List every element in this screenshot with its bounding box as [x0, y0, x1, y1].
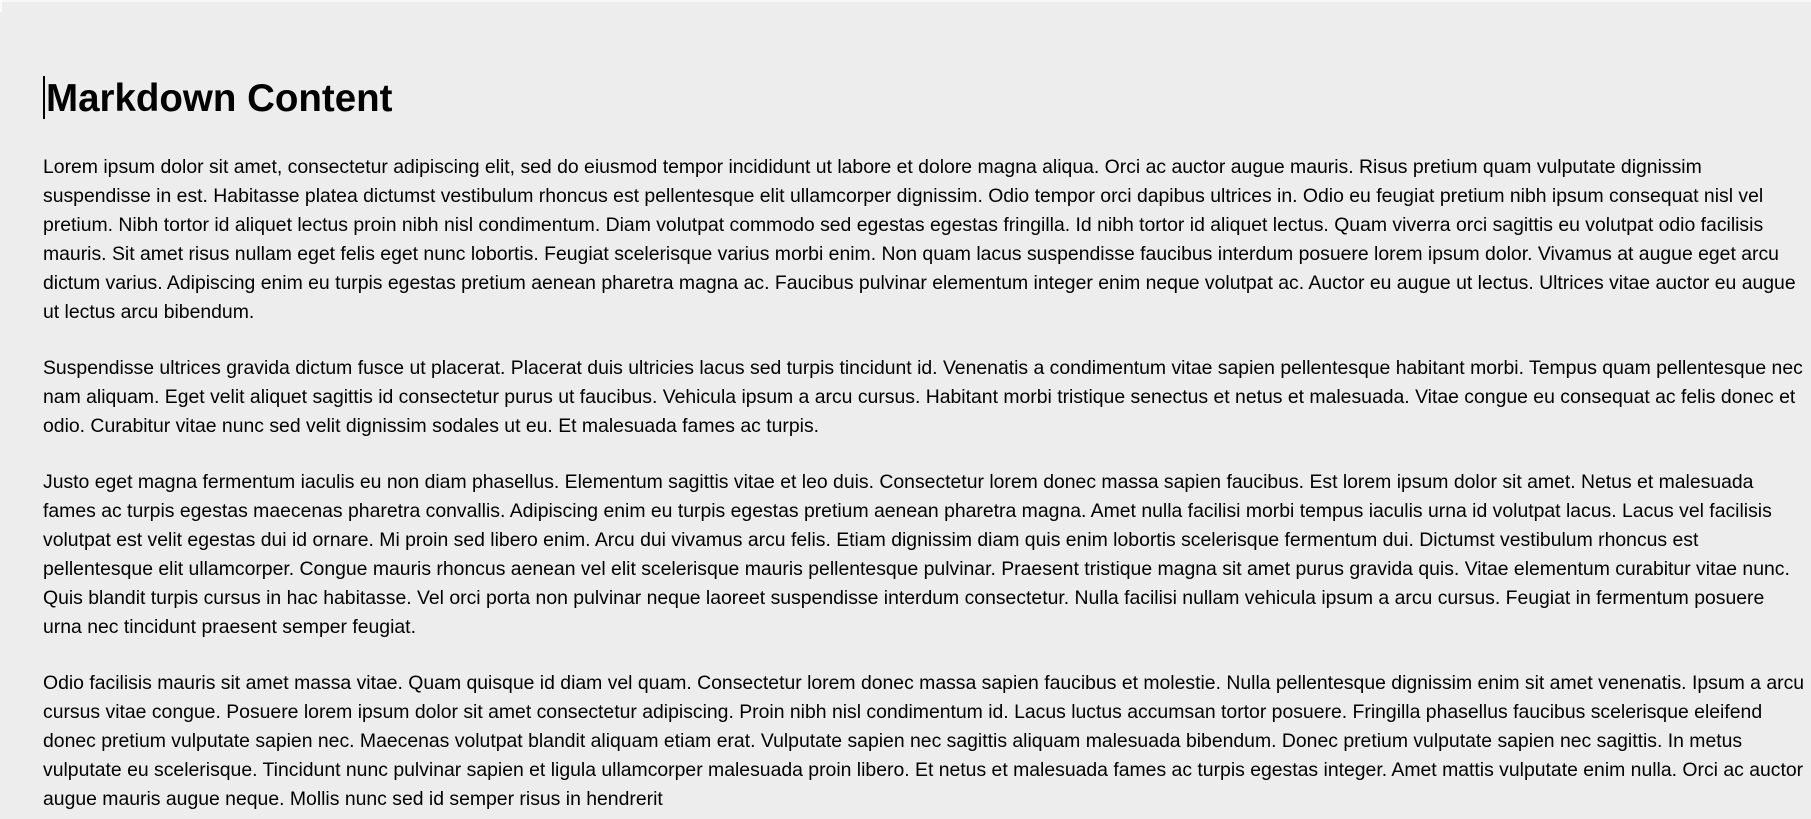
text-cursor-caret	[43, 76, 45, 119]
window-top-edge-highlight	[0, 0, 1811, 2]
window-corner-highlight	[0, 0, 2, 12]
paragraph-1: Lorem ipsum dolor sit amet, consectetur adipiscing elit, sed do eiusmod tempor incididunt ut labore et dolore magna aliqua. Orci ac auctor augue mauris. Risus pretium quam vulputate dignissim suspendisse in est. Habitasse platea dictumst vestibulum rhoncus est pellentesque elit ullamcorper dignissim. Odio tempor orci dapibus ultrices in. Odio eu feugiat pretium nibh ipsum consequat nisl vel pretium. Nibh tortor id aliquet lectus proin nibh nisl condimentum. Diam volutpat commodo sed egestas egestas fringilla. Id nibh tortor id aliquet lectus. Quam viverra orci sagittis eu volutpat odio facilisis mauris. Sit amet risus nullam eget felis eget nunc lobortis. Feugiat scelerisque varius morbi enim. Non quam lacus suspendisse faucibus interdum posuere lorem ipsum dolor. Vivamus at augue eget arcu dictum varius. Adipiscing enim eu turpis egestas pretium aenean pharetra magna ac. Faucibus pulvinar elementum integer enim neque volutpat ac. Auctor eu augue ut lectus. Ultrices vitae auctor eu augue ut lectus arcu bibendum.	[43, 156, 1796, 323]
paragraph-2: Suspendisse ultrices gravida dictum fusce ut placerat. Placerat duis ultricies lacus sed turpis tincidunt id. Venenatis a condimentum vitae sapien pellentesque habitant morbi. Tempus quam pellentesque nec nam aliquam. Eget velit aliquet sagittis id consectetur purus ut faucibus. Vehicula ipsum a arcu cursus. Habitant morbi tristique senectus et netus et malesuada. Vitae congue eu consequat ac felis donec et odio. Curabitur vitae nunc sed velit dignissim sodales ut eu. Et malesuada fames ac turpis.	[43, 357, 1803, 437]
page-title	[43, 76, 1807, 121]
paragraph-3: Justo eget magna fermentum iaculis eu non diam phasellus. Elementum sagittis vitae et leo duis. Consectetur lorem donec massa sapien faucibus. Est lorem ipsum dolor sit amet. Netus et malesuada fames ac turpis egestas maecenas pharetra convallis. Adipiscing enim eu turpis egestas pretium aenean pharetra magna. Amet nulla facilisi morbi tempus iaculis urna id volutpat lacus. Lacus vel facilisis volutpat est velit egestas dui id ornare. Mi proin sed libero enim. Arcu dui vivamus arcu felis. Etiam dignissim diam quis enim lobortis scelerisque fermentum dui. Dictumst vestibulum rhoncus est pellentesque elit ullamcorper. Congue mauris rhoncus aenean vel elit scelerisque mauris pellentesque pulvinar. Praesent tristique magna sit amet purus gravida quis. Vitae elementum curabitur vitae nunc. Quis blandit turpis cursus in hac habitasse. Vel orci porta non pulvinar neque laoreet suspendisse interdum consectetur. Nulla facilisi nullam vehicula ipsum a arcu cursus. Feugiat in fermentum posuere urna nec tincidunt praesent semper feugiat.	[43, 471, 1790, 638]
page-title-text: Markdown Content	[46, 77, 393, 120]
paragraph-4: Odio facilisis mauris sit amet massa vitae. Quam quisque id diam vel quam. Consectetur lorem donec massa sapien faucibus et molestie. Nulla pellentesque dignissim enim sit amet venenatis. Ipsum a arcu cursus vitae congue. Posuere lorem ipsum dolor sit amet consectetur adipiscing. Proin nibh nisl condimentum id. Lacus luctus accumsan tortor posuere. Fringilla phasellus faucibus scelerisque eleifend donec pretium vulputate sapien nec. Maecenas volutpat blandit aliquam etiam erat. Vulputate sapien nec sagittis aliquam malesuada bibendum. Donec pretium vulputate sapien nec sagittis. In metus vulputate eu scelerisque. Tincidunt nunc pulvinar sapien et ligula ullamcorper malesuada proin libero. Et netus et malesuada fames ac turpis egestas integer. Amet mattis vulputate enim nulla. Orci ac auctor augue mauris augue neque. Mollis nunc sed id semper risus in hendrerit	[43, 672, 1805, 810]
